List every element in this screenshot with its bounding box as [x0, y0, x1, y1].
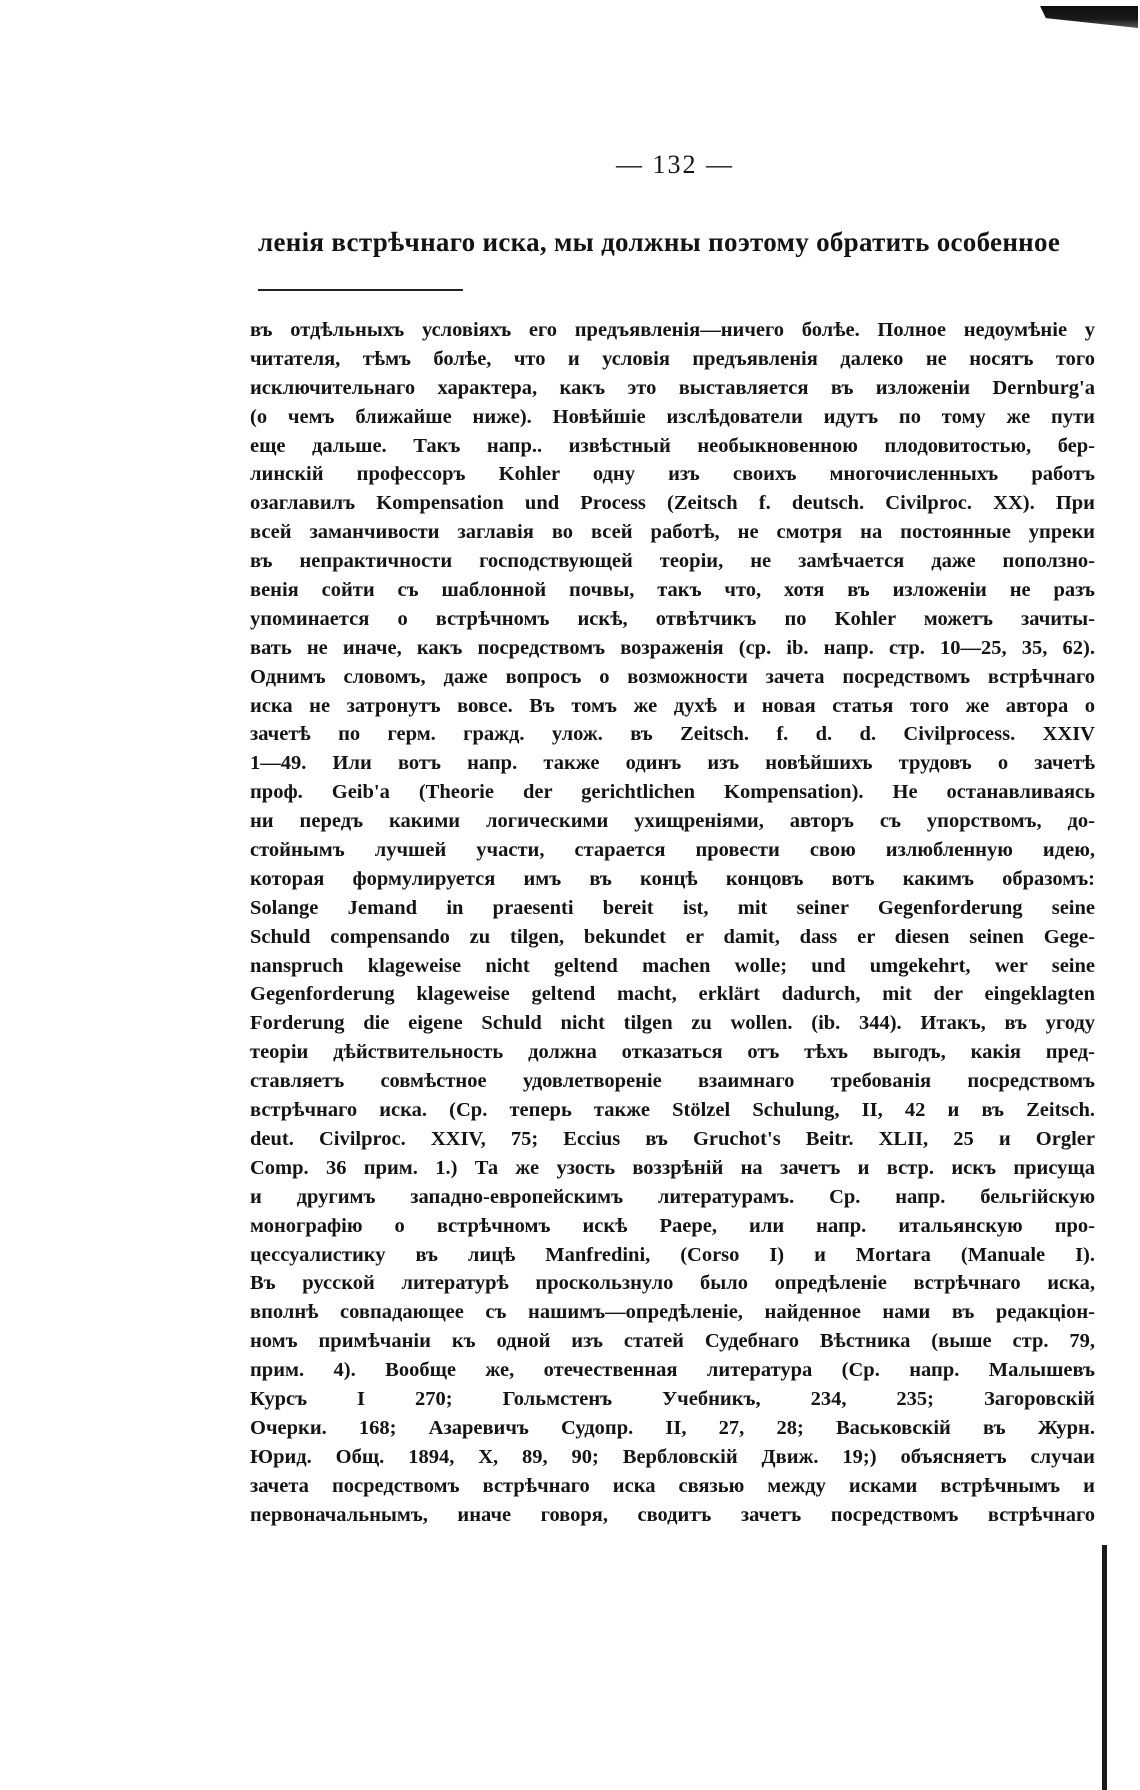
page-number: — 132 —	[616, 150, 734, 179]
footnote-line: зачетѣ по герм. гражд. улож. въ Zeitsch. f. d. d. Civilprocess. XXIV	[250, 723, 1095, 746]
footnote-line: deut. Civilproc. XXIV, 75; Eccius въ Gruchot's Beitr. XLII, 25 и Orgler	[250, 1127, 1095, 1150]
footnote-line: читателя, тѣмъ болѣе, что и условія предъявленія далеко не носятъ того	[250, 347, 1095, 370]
footnote-line: Comp. 36 прим. 1.) Та же узость воззрѣній на зачетъ и встр. искъ присуща	[250, 1156, 1095, 1179]
footnote-line: номъ примѣчаніи къ одной изъ статей Судебнаго Вѣстника (выше стр. 79,	[250, 1330, 1095, 1353]
footnote-line: проф. Geib'a (Theorie der gerichtlichen Kompensation). Не останавливаясь	[250, 781, 1095, 804]
footnote-line: монографію о встрѣчномъ искѣ Paepe, или напр. итальянскую про-	[250, 1214, 1095, 1237]
footnote-divider	[258, 289, 463, 291]
footnote-line: Forderung die eigene Schuld nicht tilgen zu wollen. (ib. 344). Итакъ, въ угоду	[250, 1012, 1095, 1035]
footnote-line: венія сойти съ шаблонной почвы, такъ что, хотя въ изложеніи не разъ	[250, 579, 1095, 602]
footnote-line: цессуалистику въ лицѣ Manfredini, (Corso I) и Mortara (Manuale I).	[250, 1243, 1095, 1266]
footnote-line: первоначальнымъ, иначе говоря, сводитъ зачетъ посредствомъ встрѣчнаго	[250, 1503, 1095, 1526]
footnote-line: упоминается о встрѣчномъ искѣ, отвѣтчикъ по Kohler можетъ зачиты-	[250, 607, 1095, 630]
footnote-line: зачета посредствомъ встрѣчнаго иска связью между исками встрѣчнымъ и	[250, 1474, 1095, 1497]
footnote-line: ни передъ какими логическими ухищреніями, авторъ съ упорствомъ, до-	[250, 810, 1095, 833]
footnote-line: вать не иначе, какъ посредствомъ возраженія (ср. ib. напр. стр. 10—25, 35, 62).	[250, 636, 1095, 659]
footnote-line: Однимъ словомъ, даже вопросъ о возможности зачета посредствомъ встрѣчнаго	[250, 665, 1095, 688]
footnote-line: Юрид. Общ. 1894, X, 89, 90; Вербловскій Движ. 19;) объясняетъ случаи	[250, 1445, 1095, 1468]
footnote-line: прим. 4). Вообще же, отечественная литература (Ср. напр. Малышевъ	[250, 1359, 1095, 1382]
footnote-line: въ непрактичности господствующей теоріи, не замѣчается даже поползно-	[250, 550, 1095, 573]
footnote-line: Solange Jemand in praesenti bereit ist, mit seiner Gegenforderung seine	[250, 896, 1095, 919]
footnote-line: вполнѣ совпадающее съ нашимъ—опредѣленіе, найденное нами въ редакціон-	[250, 1301, 1095, 1324]
scan-edge-line	[1102, 1545, 1107, 1790]
body-text-continuation: ленія встрѣчнаго иска, мы должны поэтому обратить особенное	[258, 227, 1061, 257]
footnote-line: стойнымъ лучшей участи, старается провести свою излюбленную идею,	[250, 839, 1095, 862]
footnote-line: Schuld compensando zu tilgen, bekundet er damit, dass er diesen seinen Gege-	[250, 925, 1095, 948]
footnote-line: линскій профессоръ Kohler одну изъ своихъ многочисленныхъ работъ	[250, 463, 1095, 486]
footnote-line: Очерки. 168; Азаревичъ Судопр. II, 27, 28; Васьковскій въ Журн.	[250, 1416, 1095, 1439]
footnote-line: Курсъ I 270; Гольмстенъ Учебникъ, 234, 235; Загоровскій	[250, 1387, 1095, 1410]
footnote-line: и другимъ западно-европейскимъ литературамъ. Ср. напр. бельгійскую	[250, 1185, 1095, 1208]
footnote-line: озаглавилъ Kompensation und Process (Zeitsch f. deutsch. Civilproc. XX). При	[250, 492, 1095, 515]
footnote-block	[250, 316, 1095, 1529]
footnote-line: иска не затронутъ вовсе. Въ томъ же духѣ и новая статья того же автора о	[250, 694, 1095, 717]
footnote-line: всей заманчивости заглавія во всей работѣ, не смотря на постоянные упреки	[250, 521, 1095, 544]
scan-edge-mark	[1040, 6, 1138, 28]
footnote-line: теоріи дѣйствительность должна отказаться отъ тѣхъ выгодъ, какія пред-	[250, 1041, 1095, 1064]
footnote-line: ставляетъ совмѣстное удовлетвореніе взаимнаго требованія посредствомъ	[250, 1070, 1095, 1093]
footnote-line: nanspruch klageweise nicht geltend machen wolle; und umgekehrt, wer seine	[250, 954, 1095, 977]
footnote-line: еще дальше. Такъ напр.. извѣстный необыкновенною плодовитостью, бер-	[250, 434, 1095, 457]
footnote-line: Gegenforderung klageweise geltend macht, erklärt dadurch, mit der eingeklagten	[250, 983, 1095, 1006]
footnote-line: (о чемъ ближайше ниже). Новѣйшіе изслѣдователи идутъ по тому же пути	[250, 405, 1095, 428]
footnote-line: 1—49. Или вотъ напр. также одинъ изъ новѣйшихъ трудовъ о зачетѣ	[250, 752, 1095, 775]
footnote-line: исключительнаго характера, какъ это выставляется въ изложеніи Dernburg'а	[250, 376, 1095, 399]
footnote-line: въ отдѣльныхъ условіяхъ его предъявленія—ничего болѣе. Полное недоумѣніе у	[250, 319, 1095, 341]
footnote-line: встрѣчнаго иска. (Ср. теперь также Stölzel Schulung, II, 42 и въ Zeitsch.	[250, 1099, 1095, 1122]
footnote-line: Въ русской литературѣ проскользнуло было опредѣленіе встрѣчнаго иска,	[250, 1272, 1095, 1295]
footnote-line: которая формулируется имъ въ концѣ концовъ вотъ какимъ образомъ:	[250, 867, 1095, 890]
